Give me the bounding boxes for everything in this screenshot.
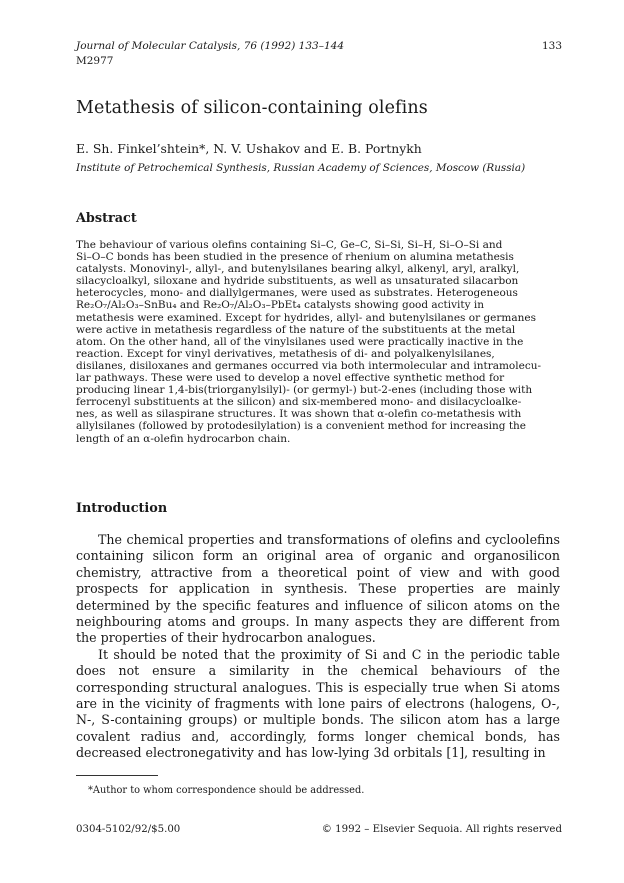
abstract-line: nes, as well as silaspirane structures. It was shown that α-olefin co-metathesis with	[76, 408, 522, 421]
copyright-symbol: ©	[321, 824, 332, 835]
abstract-line: were active in metathesis regardless of the nature of the substituents at the metal	[76, 323, 516, 336]
abstract-body	[76, 239, 560, 445]
abstract-line: allylsilanes (followed by protodesilylation) is a convenient method for increasing the	[76, 420, 527, 433]
abstract-line: The behaviour of various olefins containing Si–C, Ge–C, Si–Si, Si–H, Si–O–Si and	[76, 239, 503, 251]
abstract-line: producing linear 1,4-bis(triorganylsilyl)- (or germyl-) but-2-enes (including those with	[76, 384, 533, 397]
article-title: Metathesis of silicon-containing olefins	[76, 98, 428, 118]
abstract-line: ferrocenyl substituents at the silicon) and six-membered mono- and disilacycloalke-	[76, 396, 522, 409]
running-head: Journal of Molecular Catalysis, 76 (1992) 133–144	[76, 40, 344, 52]
copyright-line	[322, 824, 562, 835]
abstract-line: catalysts. Monovinyl-, allyl-, and butenylsilanes bearing alkyl, alkenyl, aryl, aralkyl,	[76, 263, 520, 276]
abstract-line: Re₂O₇/Al₂O₃–SnBu₄ and Re₂O₇/Al₂O₃–PbEt₄ catalysts showing good activity in	[76, 299, 485, 312]
abstract-line: lar pathways. These were used to develop a novel effective synthetic method for	[76, 372, 505, 385]
abstract-line: metathesis were examined. Except for hydrides, allyl- and butenylsilanes or germanes	[76, 311, 536, 324]
introduction-body	[76, 532, 560, 762]
abstract-line: length of an α-olefin hydrocarbon chain.	[76, 432, 291, 445]
abstract-line: reaction. Except for vinyl derivatives, metathesis of di- and polyalkenylsilanes,	[76, 347, 495, 360]
abstract-line: silacycloalkyl, siloxane and hydride substituents, as well as unsaturated silacarbon	[76, 275, 519, 288]
intro-paragraph: It should be noted that the proximity of Si and C in the periodic table does not ensure a similarity in the chemical behaviours of the corresponding structural analogues. This is especially true when Si atoms are in the vicinity of fragments with lone pairs of electrons (halogens, O-, N-, S-containing groups) or multiple bonds. The silicon atom has a large covalent radius and, accordingly, forms longer chemical bonds, has decreased electronegativity and has low-lying 3d orbitals [1], resulting in	[76, 646, 560, 761]
footnote: *Author to whom correspondence should be addressed.	[88, 785, 365, 796]
abstract-line: disilanes, disiloxanes and germanes occurred via both intermolecular and intramolecu-	[76, 359, 542, 372]
abstract-line: atom. On the other hand, all of the vinylsilanes used were practically inactive in the	[76, 335, 524, 348]
introduction-heading: Introduction	[76, 501, 168, 516]
manuscript-code: M2977	[76, 55, 114, 67]
intro-paragraph: The chemical properties and transformations of olefins and cycloolefins containing silicon form an original area of organic and organosilicon chemistry, attractive from a theoretical point of view and with good prospects for application in synthesis. These properties are mainly determined by the specific features and influence of silicon atoms on the neighbouring atoms and groups. In many aspects they are different from the properties of their hydrocarbon analogues.	[76, 532, 560, 646]
issn-code: 0304-5102/92/$5.00	[76, 824, 181, 835]
abstract-heading: Abstract	[76, 211, 137, 226]
footnote-rule	[76, 775, 158, 776]
abstract-line: Si–O–C bonds has been studied in the presence of rhenium on alumina metathesis	[76, 251, 514, 264]
page-number: 133	[541, 40, 562, 52]
author-list: E. Sh. Finkel’shtein*, N. V. Ushakov and E. B. Portnykh	[76, 141, 422, 156]
affiliation: Institute of Petrochemical Synthesis, Russian Academy of Sciences, Moscow (Russia)	[76, 162, 526, 174]
copyright-text: 1992 – Elsevier Sequoia. All rights reserved	[335, 824, 562, 835]
abstract-line: heterocycles, mono- and diallylgermanes, were used as substrates. Heterogeneous	[76, 287, 518, 300]
